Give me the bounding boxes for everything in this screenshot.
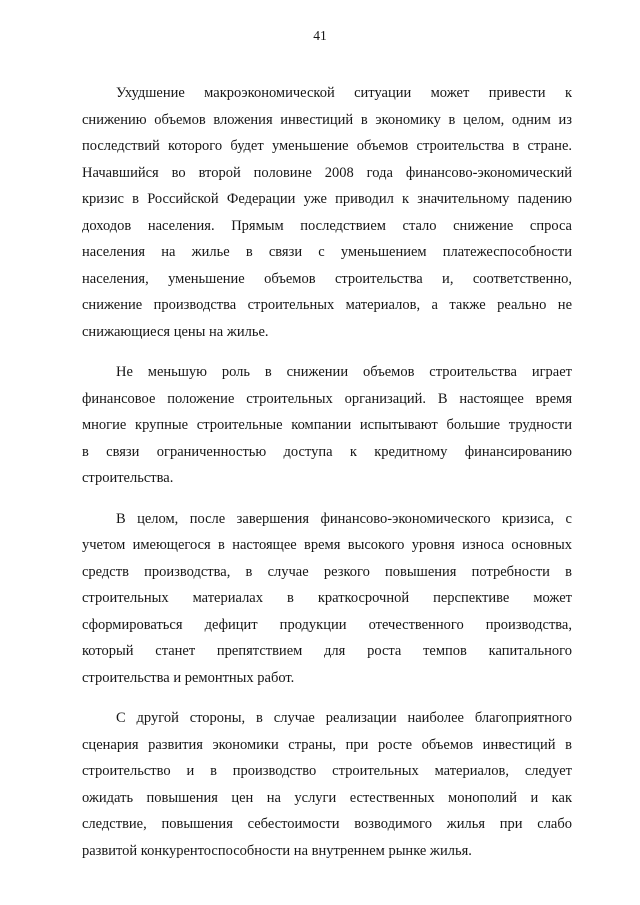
paragraph-line: который станет препятствием для роста темпов капитального (82, 643, 572, 659)
paragraph-line: развитой конкурентоспособности на внутреннем рынке жилья. (82, 842, 472, 859)
paragraph-line: снижающиеся цены на жилье. (82, 323, 269, 340)
paragraph-line: С другой стороны, в случае реализации наиболее благоприятного (116, 710, 572, 726)
paragraph-line: кризис в Российской Федерации уже приводил к значительному падению (82, 191, 572, 207)
page-number: 41 (313, 28, 327, 43)
paragraph-line: Ухудшение макроэкономической ситуации может привести к (116, 85, 572, 101)
paragraph-line: сценария развития экономики страны, при росте объемов инвестиций в (82, 736, 572, 753)
paragraph-line: снижение производства строительных материалов, а также реально не (82, 297, 572, 313)
paragraph-line: В целом, после завершения финансово-экономического кризиса, с (116, 510, 572, 527)
paragraph-2 (82, 359, 572, 492)
paragraph-line: финансовое положение строительных организаций. В настоящее время (82, 390, 572, 407)
paragraph-line: снижению объемов вложения инвестиций в экономику в целом, одним из (82, 111, 572, 128)
paragraph-line: Начавшийся во второй половине 2008 года финансово-экономический (82, 164, 572, 181)
document-body (82, 80, 572, 878)
paragraph-line: населения на жилье в связи с уменьшением платежеспособности (82, 244, 572, 260)
paragraph-line: последствий которого будет уменьшение объемов строительства в стране. (82, 138, 572, 154)
paragraph-line: средств производства, в случае резкого повышения потребности в (82, 563, 572, 580)
paragraph-line: ожидать повышения цен на услуги естественных монополий и как (82, 789, 572, 806)
paragraph-line: следствие, повышения себестоимости возводимого жилья при слабо (82, 816, 572, 832)
paragraph-line: доходов населения. Прямым последствием стало снижение спроса (82, 217, 572, 234)
paragraph-line: строительство и в производство строительных материалов, следует (82, 763, 572, 779)
paragraph-line: в связи ограниченностью доступа к кредитному финансированию (82, 443, 572, 460)
paragraph-line: Не меньшую роль в снижении объемов строительства играет (116, 364, 572, 380)
paragraph-1 (82, 80, 572, 345)
paragraph-4 (82, 705, 572, 864)
paragraph-line: строительных материалах в краткосрочной перспективе может (82, 590, 572, 606)
paragraph-line: строительства. (82, 470, 174, 486)
paragraph-line: сформироваться дефицит продукции отечественного производства, (82, 616, 572, 633)
paragraph-line: учетом имеющегося в настоящее время высокого уровня износа основных (82, 537, 572, 553)
paragraph-line: многие крупные строительные компании испытывают большие трудности (82, 417, 572, 433)
paragraph-line: строительства и ремонтных работ. (82, 669, 295, 686)
paragraph-3 (82, 506, 572, 692)
paragraph-line: населения, уменьшение объемов строительства и, соответственно, (82, 270, 572, 287)
